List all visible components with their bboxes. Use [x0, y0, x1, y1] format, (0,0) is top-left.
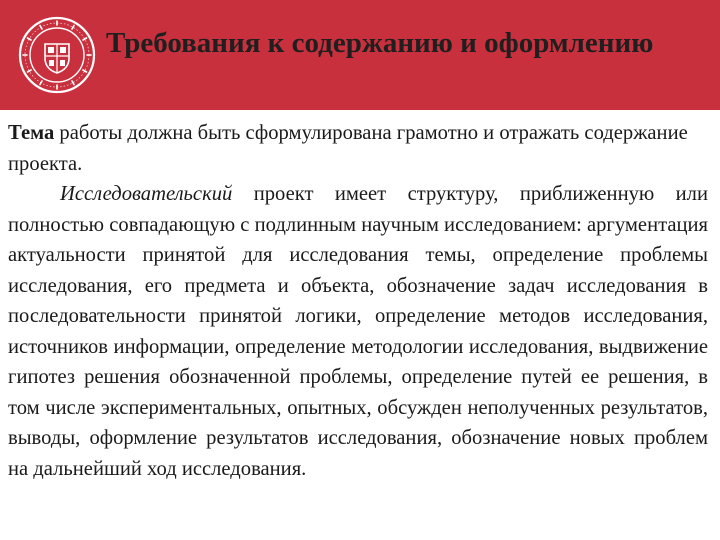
seal-icon: [18, 16, 96, 94]
research-term: Исследовательский: [60, 183, 233, 205]
slide-header: [0, 0, 720, 110]
slide-body: [8, 118, 708, 484]
slide-title: Требования к содержанию и оформлению: [106, 27, 654, 59]
university-seal-logo: [18, 16, 96, 94]
paragraph-topic: [8, 118, 708, 179]
research-text: проект имеет структуру, приближенную или полностью совпадающую с подлинным научным исследованием: аргументация актуальности принятой для исследования темы, определение проблемы исследования, его предмета и объекта, обозначение задач исследования в последовательности принятой логики, определение методов исследования, источников информации, определение методологии исследования, выдвижение гипотез решения обозначенной проблемы, определение путей ее решения, в том числе экспериментальных, опытных, обсужден неполученных результатов, выводы, оформление результатов исследования, обозначение новых проблем на дальнейший ход исследования.: [8, 183, 708, 480]
topic-text: работы должна быть сформулирована грамотно и отражать содержание проекта.: [8, 122, 688, 175]
paragraph-research: [8, 179, 708, 484]
topic-term: Тема: [8, 122, 55, 144]
